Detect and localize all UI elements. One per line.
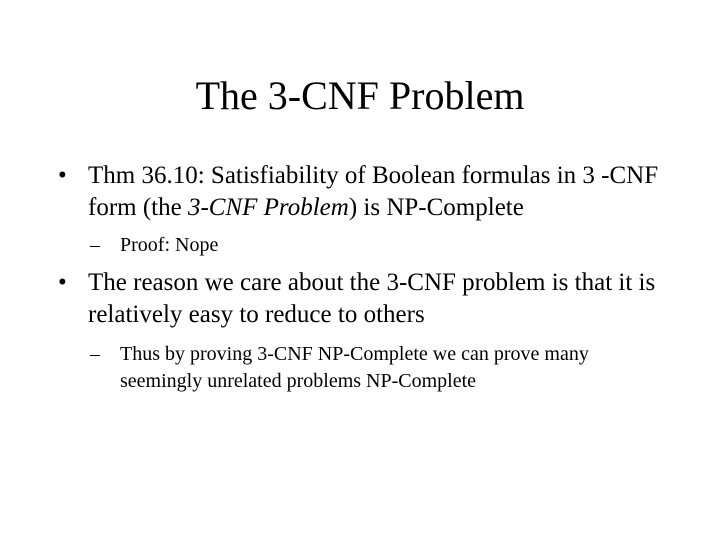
bullet-theorem-italic: 3-CNF Problem <box>187 194 349 221</box>
sub-bullet-consequence-text: Thus by proving 3-CNF NP-Complete we can prove many seemingly unrelated problems NP-Complete <box>120 343 589 392</box>
sub-bullet-consequence <box>58 341 668 395</box>
bullet-marker: • <box>58 162 67 189</box>
bullet-reason <box>58 267 668 331</box>
bullet-theorem <box>58 160 668 224</box>
slide-body <box>58 160 668 395</box>
slide-title: The 3-CNF Problem <box>195 73 525 118</box>
sub-bullet-marker: – <box>90 234 100 256</box>
bullet-theorem-text-after: ) is NP-Complete <box>348 194 524 221</box>
bullet-reason-text: The reason we care about the 3-CNF problem is that it is relatively easy to reduce to others <box>88 269 656 328</box>
sub-bullet-marker: – <box>90 343 100 365</box>
sub-bullet-proof-text: Proof: Nope <box>120 234 219 256</box>
bullet-theorem-text-before: Thm 36.10: Satisfiability of Boolean formulas in 3 -CNF form (the <box>88 162 659 221</box>
bullet-marker: • <box>58 269 67 296</box>
sub-bullet-proof <box>58 232 668 259</box>
